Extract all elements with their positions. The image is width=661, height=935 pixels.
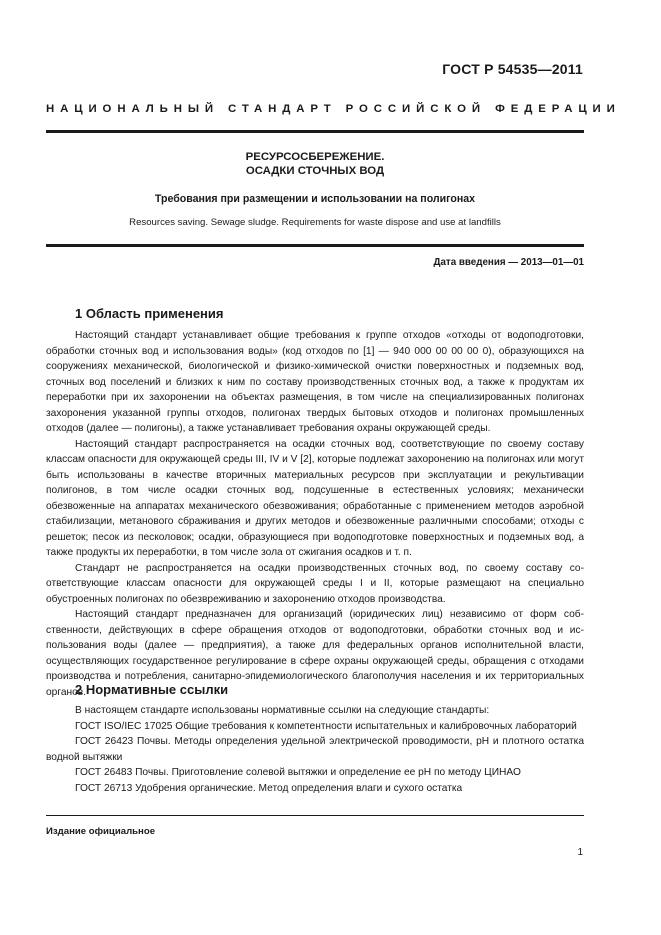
title-line-2: ОСАДКИ СТОЧНЫХ ВОД xyxy=(245,165,385,177)
section-1-paragraph: Настоящий стандарт распространяется на осадки сточных вод, соответствующие по своему составу классам опасности для окружающей среды III, IV и V [2], которые подлежат захоронению на полигонах или могут быть использованы в качестве вторичных материальных ресурсов при эксплуатации и рекультивации полигонов, в том числе осадки сточных вод, подсушенные в естественных условиях; механически обезвоженные на аппаратах механического обезвоживания; обработанные с применением методов аэробной стабилизации, метанового сбраживания и других методов и обезвоженные различными способами; отходы с решеток; песок из песколовок; осадки, образующиеся при водоподготовке поверхностных и подземных вод, а также продукты их переработки, в том числе зола от сжигания осадков и т. п. xyxy=(46,438,584,558)
standard-subtitle: Требования при размещении и использовании на полигонах xyxy=(154,193,476,205)
section-1-paragraph: Настоящий стандарт устанавливает общие требования к группе отходов «отходы от водоподготовки, обработки сточных вод и использования воды» (код отходов по [1] — 940 000 00 00 00 0), образующихся на сооружениях механической, биологической и физико-химической очистки поверхностных и подземных вод, сточных вод поселений и близких к ним по составу производственных сточных вод, а также к продуктам их переработки при их захоронении на объектах размещения, в том числе на специализированных полигонах захоронения указанной группы отходов, полигонах твердых бытовых отходов и полигонах промышленных отходов (далее — полигоны), а также устанавливает требования охраны окружающей среды. xyxy=(46,330,584,434)
section-1-paragraph: Настоящий стандарт предназначен для организаций (юридических лиц) независимо от форм собственности, действующих в сфере обращения отходов от водоподготовки, обработки сточных вод и использования воды (далее — предприятия), а также для федеральных органов исполнительной власти, осуществляющих государственное регулирование в сфере охраны окружающей среды, обращения с отходами производства и потребления, санитарно-эпидемиологического благополучия населения и их территориальных органов. xyxy=(46,609,584,698)
introduction-date: Дата введения — 2013—01—01 xyxy=(433,257,584,268)
section-1-heading: 1 Область применения xyxy=(75,306,224,321)
header-divider xyxy=(46,130,584,133)
document-number: ГОСТ Р 54535—2011 xyxy=(442,61,583,77)
reference-item: ГОСТ 26423 Почвы. Методы определения удельной электрической проводимости, рН и плотного остатка водной вытяжки xyxy=(46,736,584,763)
section-2-paragraph: В настоящем стандарте использованы нормативные ссылки на следующие стандарты: xyxy=(75,705,490,716)
standard-title xyxy=(46,150,584,178)
section-2-heading: 2 Нормативные ссылки xyxy=(75,682,229,697)
section-1-body xyxy=(46,328,584,700)
national-standard-banner: НАЦИОНАЛЬНЫЙ СТАНДАРТ РОССИЙСКОЙ ФЕДЕРАЦИИ xyxy=(46,103,621,115)
reference-item: ГОСТ ISO/IEC 17025 Общие требования к компетентности испытательных и калибровочных лабораторий xyxy=(75,720,577,732)
title-line-1: РЕСУРСОСБЕРЕЖЕНИЕ. xyxy=(245,151,385,163)
page-number: 1 xyxy=(577,847,583,858)
reference-item: ГОСТ 26483 Почвы. Приготовление солевой вытяжки и определение ее рН по методу ЦИНАО xyxy=(75,767,521,778)
section-1-paragraph: Стандарт не распространяется на осадки производственных сточных вод, по своему составу соответствующие классам опасности для окружающей среды I и II, которые размещают на специально обустроенных полигонах по обезвреживанию и захоронению отходов производства. xyxy=(46,562,584,605)
title-divider xyxy=(46,244,584,247)
official-publication-note: Издание официальное xyxy=(46,826,156,837)
english-title: Resources saving. Sewage sludge. Requirements for waste dispose and use at landfills xyxy=(129,217,501,228)
section-2-body xyxy=(46,703,584,796)
footer-divider xyxy=(46,815,584,816)
reference-item: ГОСТ 26713 Удобрения органические. Метод определения влаги и сухого остатка xyxy=(75,782,463,794)
